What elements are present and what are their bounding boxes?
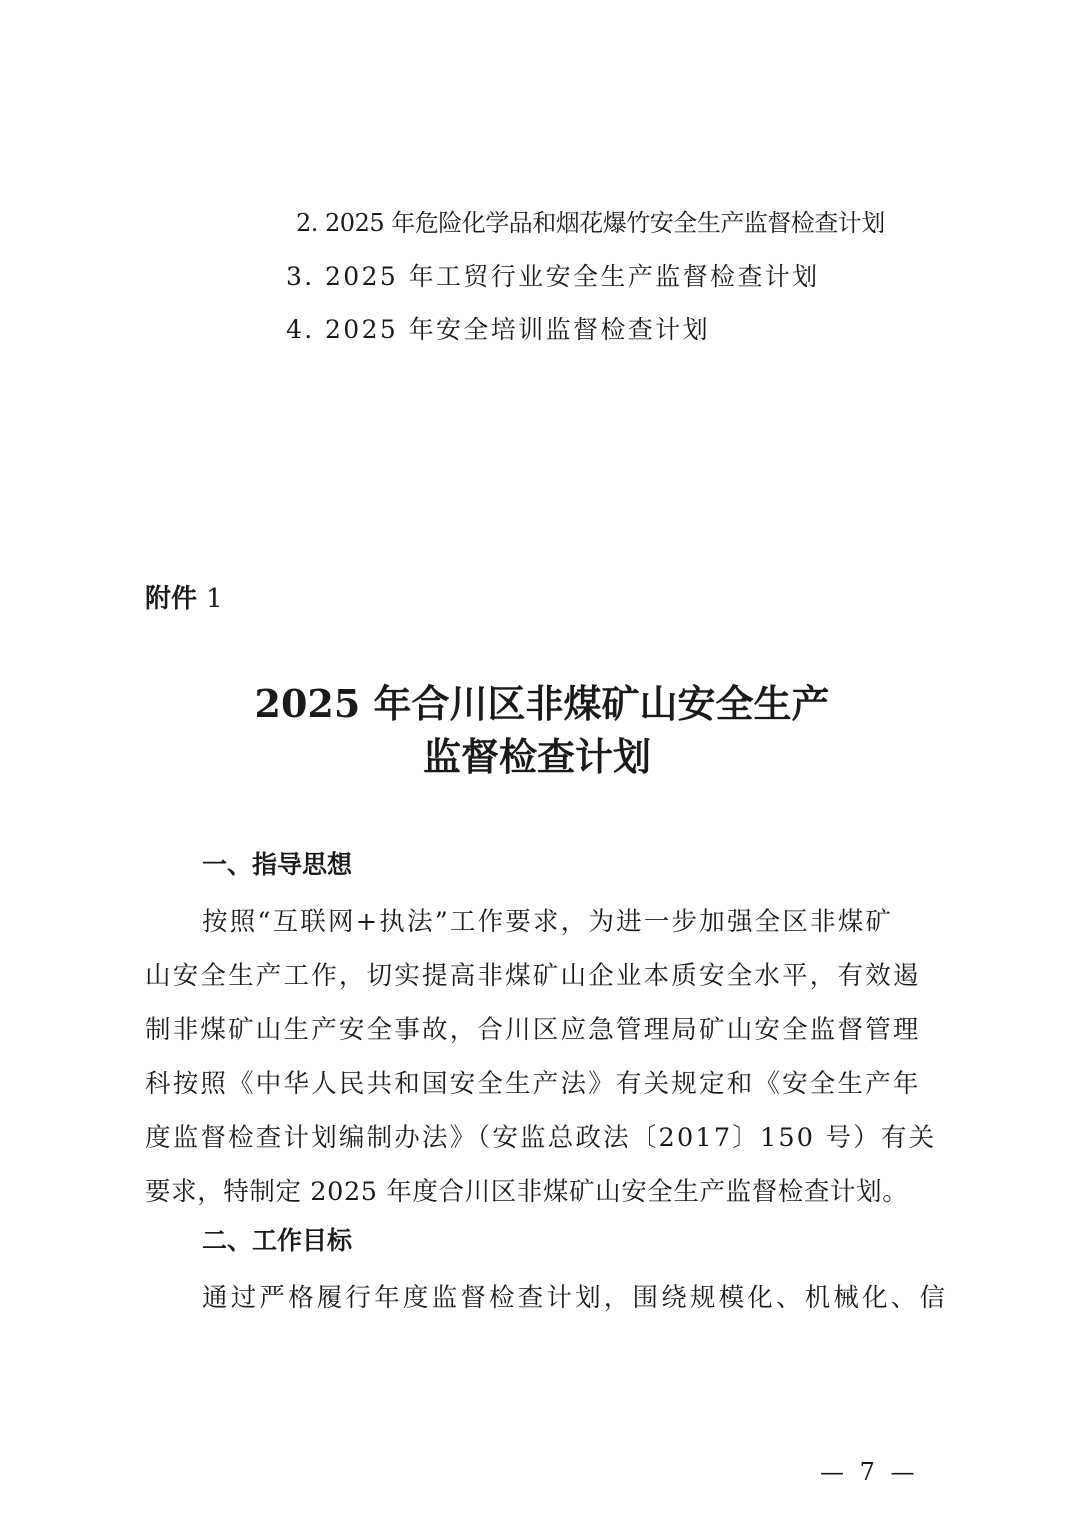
attachment-label <box>145 582 223 616</box>
section-paragraph-work-goals <box>145 1271 949 1325</box>
section-heading-guiding-ideology: 一、指导思想 <box>202 850 353 879</box>
section-paragraph-guiding-ideology <box>145 895 945 1219</box>
paragraph-line: 度监督检查计划编制办法》（安监总政法〔2017〕150 号）有关 <box>145 1123 937 1153</box>
paragraph-line: 山安全生产工作，切实提高非煤矿山企业本质安全水平，有效遏 <box>145 961 921 991</box>
paragraph-line: 通过严格履行年度监督检查计划，围绕规模化、机械化、信 <box>202 1283 949 1313</box>
attachment-label-text: 附件 <box>145 584 198 614</box>
section-heading-work-goals: 二、工作目标 <box>202 1226 353 1255</box>
page-number: — 7 — <box>820 1458 919 1486</box>
paragraph-line: 要求，特制定 2025 年度合川区非煤矿山安全生产监督检查计划。 <box>145 1177 909 1207</box>
paragraph-line: 制非煤矿山生产安全事故，合川区应急管理局矿山安全监督管理 <box>145 1015 921 1045</box>
attachment-list-item: 4. 2025 年安全培训监督检查计划 <box>286 315 710 344</box>
document-title-line-1: 2025 年合川区非煤矿山安全生产 <box>254 681 830 726</box>
attachment-list-item: 3. 2025 年工贸行业安全生产监督检查计划 <box>286 262 820 291</box>
document-title-line-2: 监督检查计划 <box>422 734 651 779</box>
attachment-label-number: 1 <box>206 584 223 614</box>
paragraph-line: 按照“互联网+执法”工作要求，为进一步加强全区非煤矿 <box>202 907 894 937</box>
attachment-list-item: 2. 2025 年危险化学品和烟花爆竹安全生产监督检查计划 <box>296 209 885 237</box>
paragraph-line: 科按照《中华人民共和国安全生产法》有关规定和《安全生产年 <box>145 1069 921 1099</box>
